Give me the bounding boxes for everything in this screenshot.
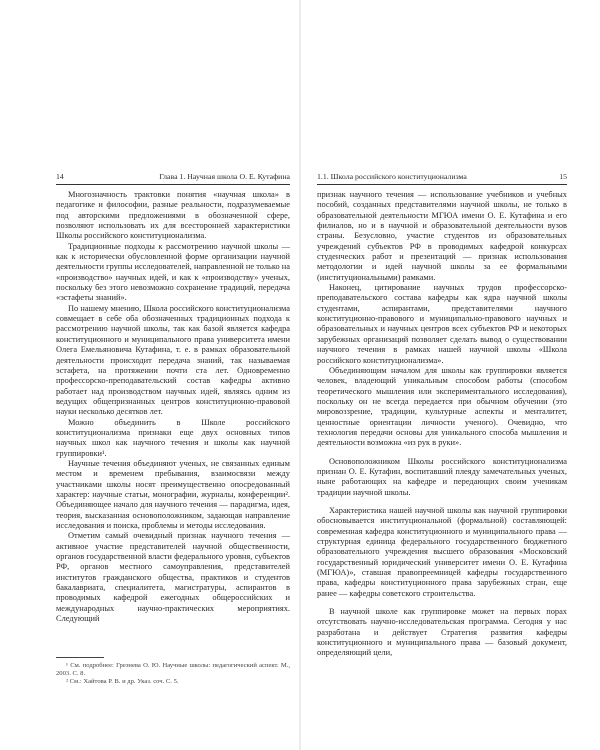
footnote: ² См.: Хайтова Р. В. и др. Указ. соч. С. 5. bbox=[66, 678, 179, 686]
paragraph: Отметим самый очевидный признак научного течения — активное участие представителей научной общественности, органов государственной власти федерального уровня, субъектов РФ, органов местного самоуправления, представителей институтов гражданского общества, практиков и студентов бакалавриата, специалитета, магистратуры, аспирантов в проводимых кафедрой ежегодных общероссийских и международных научно-практических мероприятиях. Следующий bbox=[56, 531, 290, 624]
left-running-header bbox=[56, 172, 290, 185]
paragraph: Многозначность трактовки понятия «научная школа» в педагогике и философии, разные реальности, подразумеваемые под авторскими предложениями в обозначенной сфере, позволяют использовать их для всесторонней характеристики Школы российского конституционализма. bbox=[56, 190, 290, 241]
paragraph: По нашему мнению, Школа российского конституционализма совмещает в себе оба обозначенных традиционных подхода к рассмотрению научной школы, так как базой является кафедра конституционного и муниципального права университета имени Олега Емельяновича Кутафина, т. е. в рамках образовательной деятельности происходит передача знаний, так называемая эстафета, на протяжении почти ста лет. Одновременно профессорско-преподавательский состав кафедры активно работает над производством научных идей, являясь одним из ведущих общепризнанных центров конституционно-правовой науки несколько десятков лет. bbox=[56, 303, 290, 417]
left-page-number: 14 bbox=[56, 172, 64, 181]
footnote-rule bbox=[56, 657, 104, 658]
paragraph: Научные течения объединяют ученых, не связанных единым местом и временем пребывания, взаимосвязи между участниками школы носят преимущественно опосредованный характер: научные статьи, монографии, журналы, конференции². Объединяющее начало для научного течения — парадигма, идея, теория, высказанная основоположником, задающая направление исследования и поиска, проблемы и методы исследования. bbox=[56, 458, 290, 530]
left-body-text bbox=[56, 190, 290, 624]
footnote: ¹ См. подробнее: Грезнева О. Ю. Научные школы: педагогический аспект. М., 2003. С. 8. bbox=[56, 662, 290, 678]
paragraph: В научной школе как группировке может на первых порах отсутствовать научно-исследовательская программа. Сегодня у нас разработана и действует Стратегия развития кафедры конституционного и муниципального права — базовый документ, определяющий цели, bbox=[317, 607, 567, 658]
right-running-header bbox=[317, 172, 567, 185]
footnotes bbox=[56, 657, 290, 687]
paragraph: Можно объединить в Школе российского конституционализма признаки еще двух основных типов научных школ как научного течения и школы как научной группировки¹. bbox=[56, 417, 290, 458]
right-body-text bbox=[317, 190, 567, 659]
paragraph: Традиционные подходы к рассмотрению научной школы — как к исторически обусловленной форме организации научной деятельности группы исследователей, направленной не только на «производство» научных идей, и как к «производству» ученых, поскольку без этого невозможно сохранение традиций, передача «эстафеты знаний». bbox=[56, 241, 290, 303]
right-page-number: 15 bbox=[559, 172, 567, 181]
paragraph: Характеристика нашей научной школы как научной группировки обосновывается институциональной (формальной) составляющей: современная кафедра конституционного и муниципального права — структурная единица федерального государственного бюджетного образовательного учреждения высшего образования «Московский государственный юридический университет имени О. Е. Кутафина (МГЮА)», ставшая правопреемницей кафедры государственного права, кафедры конституционного права зарубежных стран, еще ранее — кафедры советского строительства. bbox=[317, 505, 567, 598]
left-running-head-title: Глава 1. Научная школа О. Е. Кутафина bbox=[159, 172, 290, 181]
right-page bbox=[300, 0, 600, 750]
paragraph: признак научного течения — использование учебников и учебных пособий, созданных представителями научной школы, не только в образовательной деятельности МГЮА имени О. Е. Кутафина и его филиалов, но и в научной и образовательной деятельности вузов страны. Безусловно, участие студентов из образовательных учреждений субъектов РФ в проводимых кафедрой конкурсах студенческих работ и презентаций — признак использования методологии и идей научной школы за ее формальными (институциональными) рамками. bbox=[317, 190, 567, 282]
right-running-head-title: 1.1. Школа российского конституционализма bbox=[317, 172, 467, 181]
paragraph: Наконец, цитирование научных трудов профессорско-преподавательского состава кафедры как ядра научной школы студентами, аспирантами, представителями научного конституционно-правового и муниципально-правового научных и образовательных и научных центров всех субъектов РФ и некоторых зарубежных организаций позволяет сделать вывод о существовании научного течения в рамках нашей научной школы «Школа российского конституционализма». bbox=[317, 283, 567, 365]
paragraph: Объединяющим началом для школы как группировки является человек, владеющий уникальным способом работы (способом теоретического мышления или экспериментального исследования), поскольку он не всегда передается при обычном обучении (это мировоззрение, традиции, культурные аспекты и менталитет, ценностные ориентации личности ученого). Очевидно, что технология передачи основы для уникального способа мышления и деятельности возможна «из рук в руки». bbox=[317, 365, 567, 448]
paragraph: Основоположником Школы российского конституционализма признан О. Е. Кутафин, воспитавший плеяду замечательных ученых, ныне работающих на кафедре и передающих своим ученикам традиции научной школы. bbox=[317, 456, 567, 497]
